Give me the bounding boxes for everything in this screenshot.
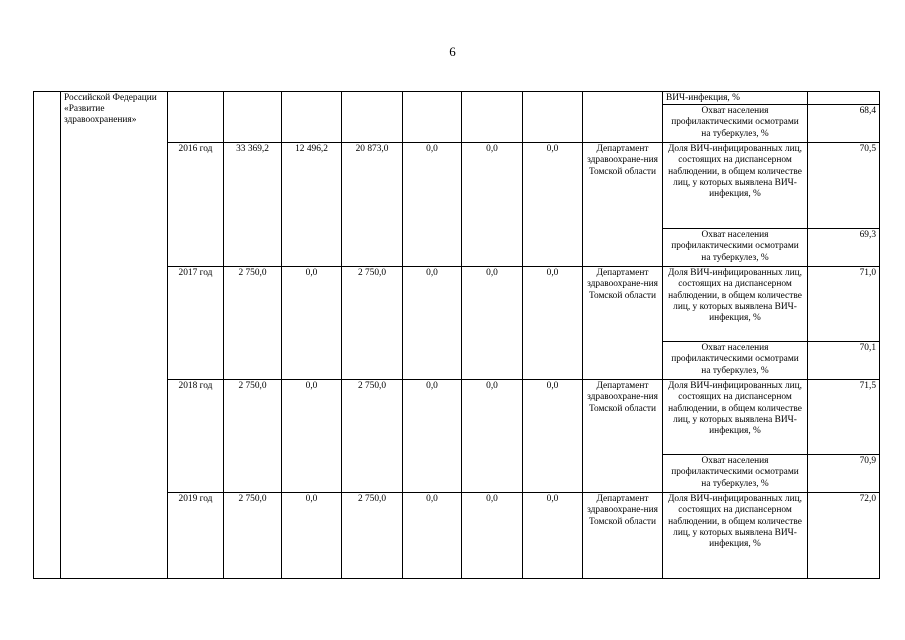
other-cell-empty	[523, 92, 583, 143]
year-cell: 2019 год	[168, 493, 224, 579]
year-cell: 2018 год	[168, 380, 224, 493]
indicator-label: Доля ВИЧ-инфицированных лиц, состоящих на диспансерном наблюдении, в общем количестве лиц, у которых выявлена ВИЧ-инфекция, %	[663, 380, 808, 455]
indicator-label: Охват населения профилактическими осмотрами на туберкулез, %	[663, 455, 808, 493]
local-cell-empty	[403, 92, 462, 143]
local-cell: 0,0	[403, 143, 462, 267]
other-cell: 0,0	[523, 380, 583, 493]
indicator-value: 71,5	[808, 380, 880, 455]
regional-cell: 2 750,0	[342, 380, 403, 493]
total-cell: 2 750,0	[224, 267, 282, 380]
extra-cell-empty	[462, 92, 523, 143]
indicator-label: Охват населения профилактическими осмотрами на туберкулез, %	[663, 342, 808, 380]
page-number: 6	[449, 44, 456, 59]
federal-cell: 12 496,2	[282, 143, 342, 267]
indicator-value: 72,0	[808, 493, 880, 579]
year-cell: 2016 год	[168, 143, 224, 267]
executor-cell-empty	[583, 92, 663, 143]
total-cell-empty	[224, 92, 282, 143]
total-cell: 2 750,0	[224, 380, 282, 493]
regional-cell-empty	[342, 92, 403, 143]
program-name-cell: Российской Федерации «Развитие здравоохранения»	[61, 92, 168, 579]
regional-cell: 20 873,0	[342, 143, 403, 267]
extra-cell: 0,0	[462, 267, 523, 380]
indicator-label: Доля ВИЧ-инфицированных лиц, состоящих на диспансерном наблюдении, в общем количестве лиц, у которых выявлена ВИЧ-инфекция, %	[663, 143, 808, 229]
executor-cell: Департамент здравоохране-ния Томской области	[583, 493, 663, 579]
year-cell: 2017 год	[168, 267, 224, 380]
total-cell: 33 369,2	[224, 143, 282, 267]
executor-cell: Департамент здравоохране-ния Томской области	[583, 380, 663, 493]
indicator-value: 69,3	[808, 229, 880, 267]
executor-cell: Департамент здравоохране-ния Томской области	[583, 267, 663, 380]
other-cell: 0,0	[523, 267, 583, 380]
local-cell: 0,0	[403, 380, 462, 493]
indicator-label: Охват населения профилактическими осмотрами на туберкулез, %	[663, 105, 808, 143]
regional-cell: 2 750,0	[342, 267, 403, 380]
extra-cell: 0,0	[462, 380, 523, 493]
total-cell: 2 750,0	[224, 493, 282, 579]
extra-cell: 0,0	[462, 493, 523, 579]
federal-cell: 0,0	[282, 380, 342, 493]
federal-cell: 0,0	[282, 267, 342, 380]
other-cell: 0,0	[523, 143, 583, 267]
local-cell: 0,0	[403, 493, 462, 579]
federal-cell-empty	[282, 92, 342, 143]
table-row	[34, 92, 880, 105]
indicator-label: ВИЧ-инфекция, %	[663, 92, 808, 105]
regional-cell: 2 750,0	[342, 493, 403, 579]
program-table	[33, 91, 880, 579]
indicator-label: Доля ВИЧ-инфицированных лиц, состоящих на диспансерном наблюдении, в общем количестве лиц, у которых выявлена ВИЧ-инфекция, %	[663, 493, 808, 579]
extra-cell: 0,0	[462, 143, 523, 267]
indicator-value: 70,9	[808, 455, 880, 493]
executor-cell: Департамент здравоохране-ния Томской области	[583, 143, 663, 267]
indicator-value: 70,5	[808, 143, 880, 229]
indicator-value: 70,1	[808, 342, 880, 380]
federal-cell: 0,0	[282, 493, 342, 579]
other-cell: 0,0	[523, 493, 583, 579]
local-cell: 0,0	[403, 267, 462, 380]
indicator-value: 68,4	[808, 105, 880, 143]
indicator-label: Доля ВИЧ-инфицированных лиц, состоящих на диспансерном наблюдении, в общем количестве лиц, у которых выявлена ВИЧ-инфекция, %	[663, 267, 808, 342]
number-cell	[34, 92, 61, 579]
indicator-value-empty	[808, 92, 880, 105]
indicator-label: Охват населения профилактическими осмотрами на туберкулез, %	[663, 229, 808, 267]
indicator-value: 71,0	[808, 267, 880, 342]
year-cell-empty	[168, 92, 224, 143]
